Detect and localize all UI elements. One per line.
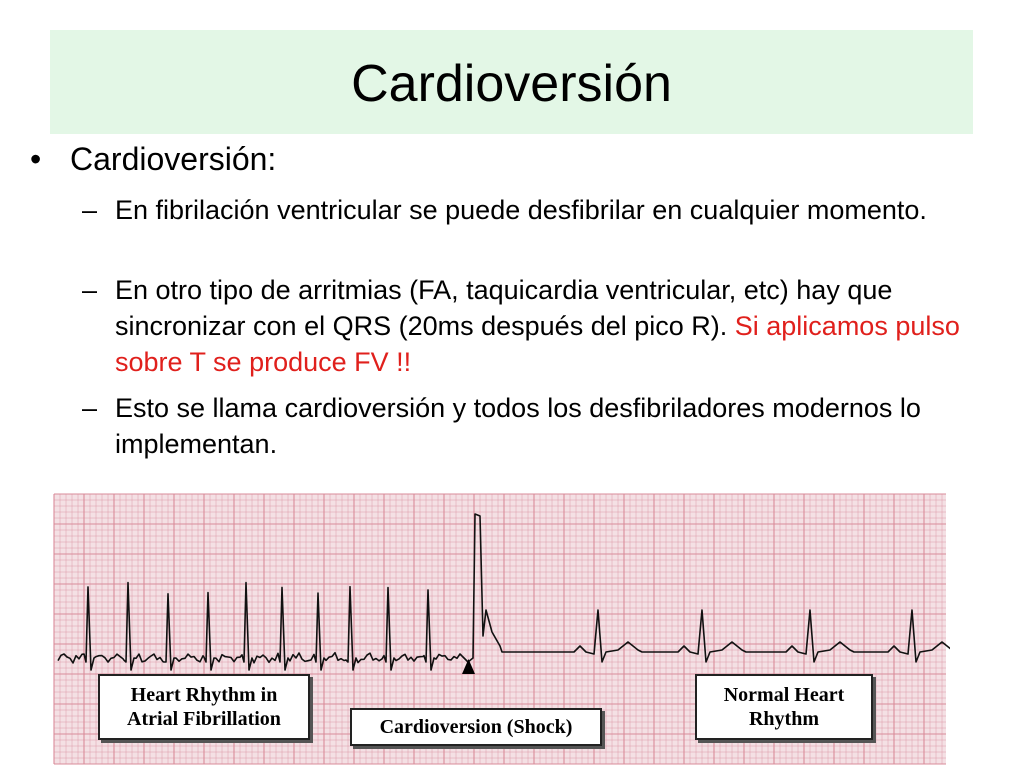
warning-text: Si aplicamos pulso sobre T se produce FV !! xyxy=(115,311,960,377)
normal-label-line1: Normal Heart xyxy=(723,684,845,706)
bullet-text: Cardioversión: xyxy=(70,141,277,177)
dash-marker: – xyxy=(82,195,98,225)
main-bullet xyxy=(30,140,276,178)
bullet-marker: • xyxy=(30,141,42,177)
sub-item-text: En otro tipo de arritmias (FA, taquicardia ventricular, etc) hay que sincronizar con el QRS (20ms después del pico R). xyxy=(115,275,893,341)
sub-item-text: En fibrilación ventricular se puede desfibrilar en cualquier momento. xyxy=(115,195,927,225)
slide-title: Cardioversión xyxy=(351,55,672,113)
dash-marker: – xyxy=(82,275,98,305)
ecg-figure xyxy=(50,486,950,768)
shock-label-text: Cardioversion (Shock) xyxy=(379,716,573,738)
normal-label xyxy=(695,674,873,740)
sub-item xyxy=(82,272,982,380)
dash-marker: – xyxy=(82,393,98,423)
title-band xyxy=(50,30,973,134)
af-label-line2: Atrial Fibrillation xyxy=(127,708,281,730)
af-label xyxy=(98,674,310,740)
sub-item-text-wrap xyxy=(115,272,975,380)
normal-label-line2: Rhythm xyxy=(748,708,819,730)
af-label-line1: Heart Rhythm in xyxy=(130,684,278,706)
sub-item-text: Esto se llama cardioversión y todos los desfibriladores modernos lo implementan. xyxy=(115,393,921,459)
sub-item xyxy=(82,192,982,228)
shock-label xyxy=(350,708,602,746)
sub-item xyxy=(82,390,982,462)
